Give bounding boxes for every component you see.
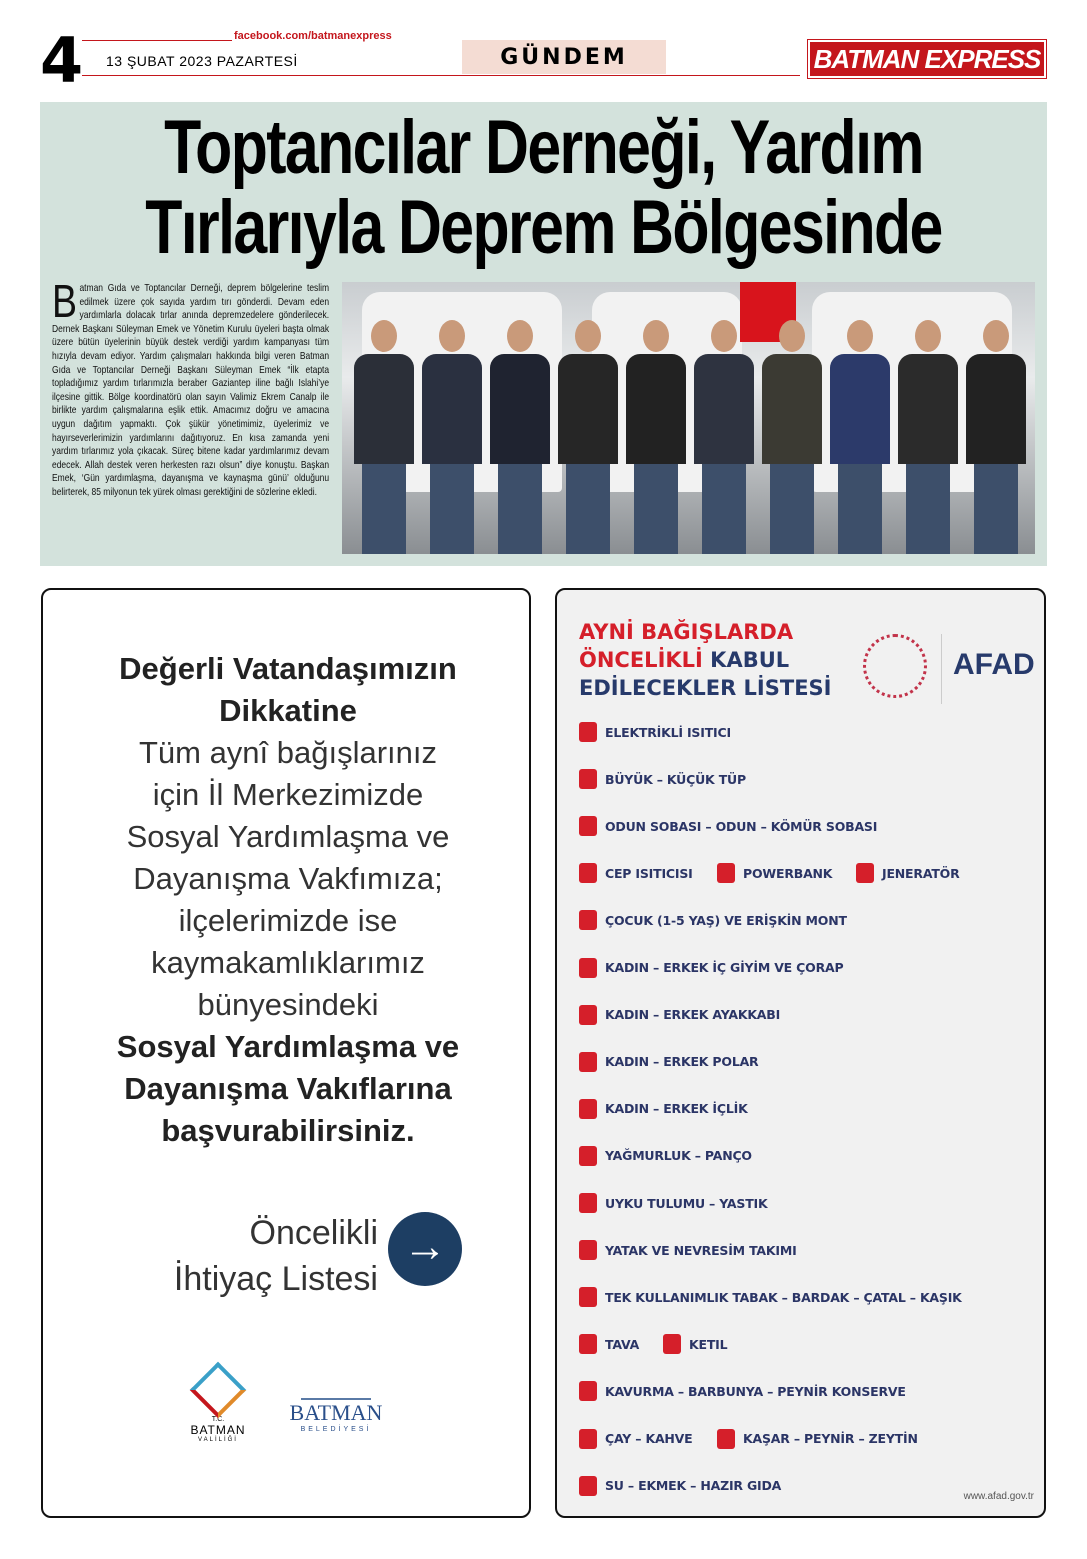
article-text: atman Gıda ve Toptancılar Derneği, deprem bölgelerine teslim edilmek üzere çok sayıda yardım tırı gönderdi. Devam eden yardımlarla dolacak tırlar anında depremzedelere gönderilecek. Dernek Başkanı Süleyman Emek ve Yönetim Kurulu üyeleri başta olmak üzere bütün üyelerinin büyük destek verdiği yardım kampanyası tüm hızıyla devam ediyor. Yardım çalışmaları hakkında bilgi veren Batman Gıda ve Toptancılar Derneği Başkanı Süleyman Emek “İlk etapta topladığımız yardım tırlarımızla beraber Gaziantep iline bağlı Islahi’ye ilçesine gittik. Bölge koordinatörü olan sayın Valimiz Ekrem Canalp ile birlikte yardım çalışmalarına eşlik ettik. Amacımız doğru ve amacına uygun dağıtım yapmaktı. Çok şükür yönetimimiz, üyelerimiz ve hayırseverlerimizin yardımlarını dağıtıyoruz. En kısa zamanda yeni yardım tırlarımız yola çıkacak. Süreç bitene kadar yardımlarımız devam edecek. Allah destek veren herkesten razı olsun” diye konuştu. Başkan Emek, ‘Gün yardımlaşma, dayanışma ve kaynaşma günü’ olduğunu belirterek, 85 milyonun tek yürek olması gerektiğini de sözlerine ekledi. [52,283,330,498]
divider [82,75,800,76]
issue-date: 13 ŞUBAT 2023 PAZARTESİ [106,53,298,69]
person [558,320,618,554]
item-icon [579,910,597,930]
priority-list-label [103,1210,378,1302]
notice-bold-line: başvurabilirsiniz. [161,1113,415,1148]
list-item [579,816,877,836]
notice-panel [41,588,531,1518]
item-icon [579,816,597,836]
brand-logo: BATMAN EXPRESS [808,40,1046,78]
item-label: ODUN SOBASI – ODUN – KÖMÜR SOBASI [605,818,878,834]
item-label: KETIL [689,1336,728,1352]
item-icon [579,958,597,978]
item-label: UYKU TULUMU – YASTIK [605,1195,768,1211]
notice-line: bünyesindeki [197,987,379,1022]
item-icon [579,1193,597,1213]
list-item [579,863,693,883]
arrow-right-icon[interactable]: → [388,1212,462,1286]
item-icon [579,1381,597,1401]
item-icon [579,1429,597,1449]
batman-valiligi-logo: T.C. BATMAN VALİLİĞİ [183,1370,253,1443]
item-label: TAVA [605,1336,640,1352]
notice-line: için İl Merkezimizde [152,777,424,812]
drop-cap: B [52,275,78,327]
item-icon [579,722,597,742]
list-item [579,910,847,930]
list-item [717,863,832,883]
item-icon [663,1334,681,1354]
item-label: JENERATÖR [882,865,960,881]
item-label: POWERBANK [743,865,833,881]
person [762,320,822,554]
state-seal-icon [863,634,927,698]
list-item [663,1334,727,1354]
afad-logo: AFAD [953,648,1035,681]
item-icon [579,863,597,883]
person [422,320,482,554]
list-item [579,1005,780,1025]
item-label: ÇOCUK (1-5 YAŞ) VE ERİŞKİN MONT [605,912,847,928]
notice-bold-line: Dayanışma Vakıflarına [124,1071,452,1106]
notice-title: Dikkatine [219,693,357,728]
list-item [579,1476,781,1496]
headline-line: Tırlarıyla Deprem Bölgesinde [145,185,942,270]
notice-bold-line: Sosyal Yardımlaşma ve [116,1029,460,1064]
section-label: GÜNDEM [462,40,666,74]
item-label: KAVURMA – BARBUNYA – PEYNİR KONSERVE [605,1383,906,1399]
notice-line: kaymakamlıklarımız [151,945,425,980]
person [830,320,890,554]
list-item [579,1429,693,1449]
list-item [579,1334,639,1354]
item-label: KADIN – ERKEK İÇ GİYİM VE ÇORAP [605,960,844,975]
item-icon [579,1240,597,1260]
item-label: KAŞAR – PEYNİR – ZEYTİN [743,1431,918,1446]
afad-url[interactable]: www.afad.gov.tr [963,1491,1034,1502]
item-icon [579,769,597,789]
item-label: KADIN – ERKEK AYAKKABI [605,1007,781,1023]
divider [82,40,232,41]
list-item [579,722,731,742]
list-item [579,1381,906,1401]
notice-line: ilçelerimizde ise [178,903,398,938]
item-label: SU – EKMEK – HAZIR GIDA [605,1478,782,1494]
batman-belediyesi-logo: BATMAN BELEDİYESİ [281,1380,391,1433]
list-item [579,769,746,789]
item-label: BÜYÜK – KÜÇÜK TÜP [605,771,746,787]
person [966,320,1026,554]
item-label: ÇAY – KAHVE [605,1431,693,1446]
list-item [579,1240,797,1260]
item-icon [579,1476,597,1496]
item-icon [579,1052,597,1072]
priority-line: İhtiyaç Listesi [173,1260,378,1298]
notice-line: Dayanışma Vakfımıza; [133,861,443,896]
list-item [579,1193,767,1213]
list-item [579,958,843,978]
person [694,320,754,554]
priority-line: Öncelikli [249,1214,378,1252]
item-label: YATAK VE NEVRESİM TAKIMI [605,1242,797,1258]
item-label: KADIN – ERKEK POLAR [605,1054,759,1070]
item-icon [717,1429,735,1449]
divider [941,634,942,704]
notice-title: Değerli Vatandaşımızın [119,651,457,686]
item-label: KADIN – ERKEK İÇLİK [605,1101,748,1117]
item-icon [717,863,735,883]
person [626,320,686,554]
item-label: ELEKTRİKLİ ISITICI [605,724,731,740]
list-item [717,1429,918,1449]
facebook-link[interactable]: facebook.com/batmanexpress [234,30,392,42]
list-item [579,1287,962,1307]
afad-list-panel [555,588,1046,1518]
item-icon [579,1334,597,1354]
list-item [579,1052,758,1072]
person [354,320,414,554]
notice-line: Sosyal Yardımlaşma ve [126,819,450,854]
person [898,320,958,554]
item-label: YAĞMURLUK – PANÇO [605,1148,752,1164]
item-label: CEP ISITICISI [605,865,693,881]
item-icon [579,1146,597,1166]
item-label: TEK KULLANIMLIK TABAK – BARDAK – ÇATAL – KAŞIK [605,1289,962,1305]
item-icon [579,1005,597,1025]
list-item [856,863,960,883]
item-icon [579,1099,597,1119]
news-article [40,102,1047,566]
page-number: 4 [40,24,84,97]
notice-line: Tüm aynî bağışlarınız [138,735,438,770]
article-body [52,275,330,500]
list-item [579,1146,752,1166]
item-icon [579,1287,597,1307]
headline-line: Toptancılar Derneği, Yardım [164,105,923,190]
news-photo [342,282,1035,554]
list-item [579,1099,748,1119]
item-icon [856,863,874,883]
person [490,320,550,554]
headline [40,105,1047,270]
afad-title: AYNİ BAĞIŞLARDA ÖNCELİKLİ KABUL EDİLECEKLER LİSTESİ [579,620,832,700]
